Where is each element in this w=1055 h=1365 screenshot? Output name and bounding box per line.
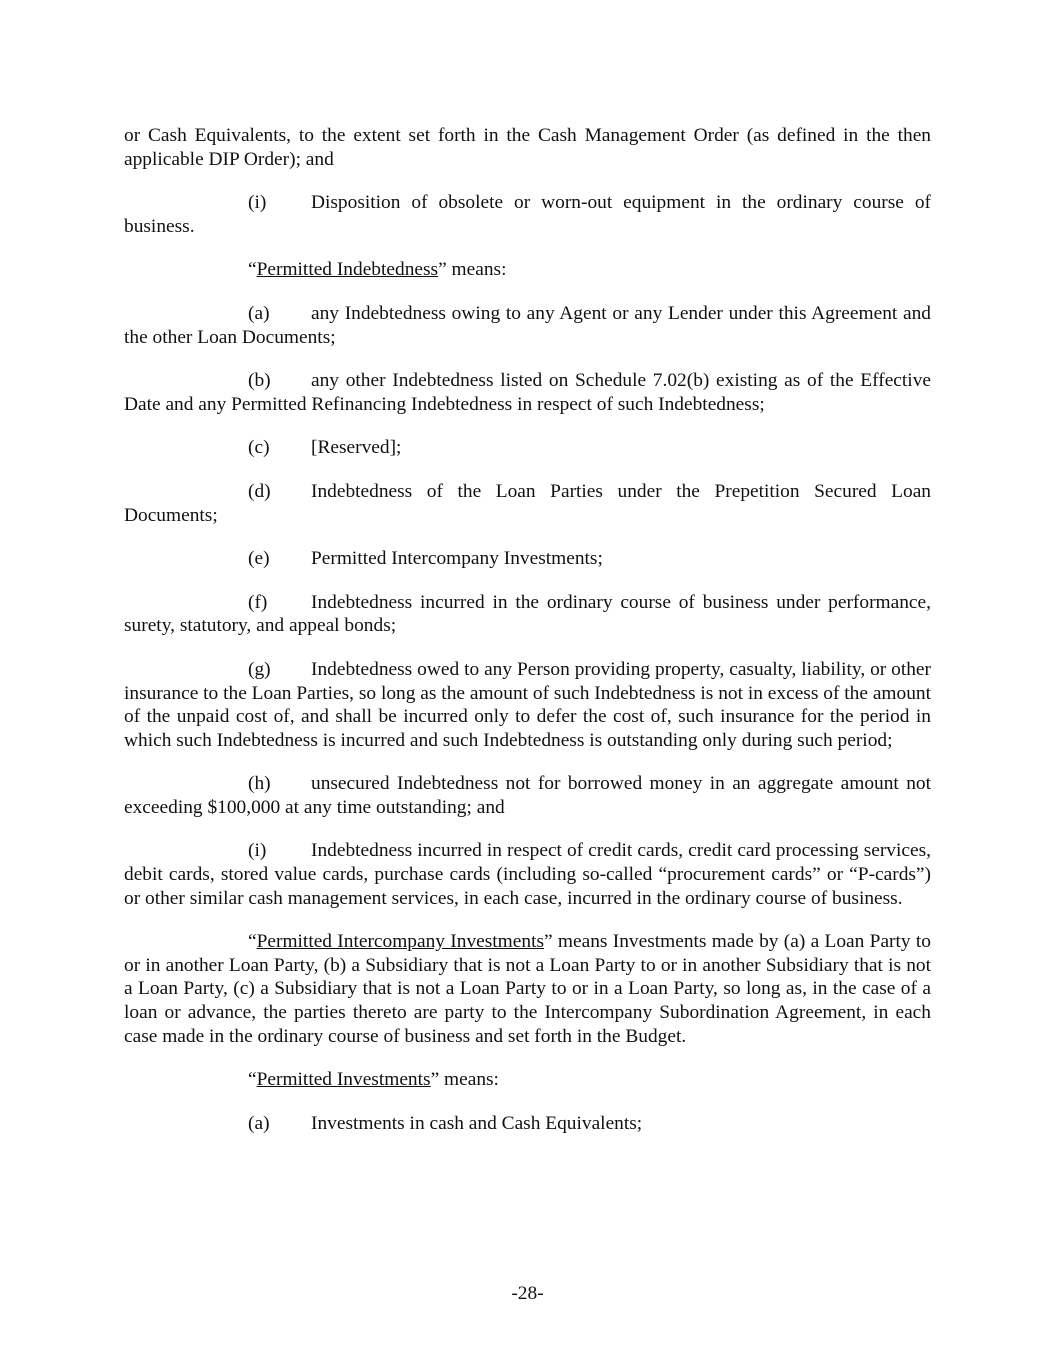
definition-text: means Investments made by (a) a Loan Party to or in another Loan Party, (b) a Subsidiary that is not a Loan Party to or in another Subsidiary that is not a Loan Party, (c) a Subsidiary that is not a Loan Party to or in a Loan Party, so long as, in the case of a loan or advance, the parties thereto are party to the Intercompany Subordination Agreement, in each case made in the ordinary course of business and set forth in the Budget. <box>124 931 931 1047</box>
definition-permitted-indebtedness: “Permitted Indebtedness” means: <box>248 259 507 281</box>
definition-text: means: <box>439 1069 499 1091</box>
list-item-b <box>124 369 931 416</box>
defined-term: Permitted Investments <box>256 1069 431 1091</box>
item-label: (i) <box>248 192 267 214</box>
list-item-c <box>124 436 931 460</box>
item-label: (c) <box>248 437 270 459</box>
list-item-a-investments <box>124 1112 931 1136</box>
continuation-paragraph <box>124 124 931 171</box>
list-item-a <box>124 302 931 349</box>
item-label: (d) <box>248 480 271 502</box>
item-label: (b) <box>248 370 271 392</box>
item-text: any other Indebtedness listed on Schedule 7.02(b) existing as of the Effective Date and any Permitted Refinancing Indebtedness in respect of such Indebtedness; <box>124 370 931 415</box>
item-text: Indebtedness incurred in the ordinary course of business under performance, surety, statutory, and appeal bonds; <box>124 591 931 637</box>
item-label: (g) <box>248 658 271 680</box>
list-item-h <box>124 772 931 819</box>
item-text: unsecured Indebtedness not for borrowed money in an aggregate amount not exceeding $100,000 at any time outstanding; and <box>124 773 931 818</box>
item-text: [Reserved]; <box>311 437 402 459</box>
item-label: (a) <box>248 1112 270 1134</box>
item-label: (a) <box>248 302 270 324</box>
list-item-f <box>124 591 931 638</box>
definition-permitted-intercompany-investments: “Permitted Intercompany Investments” means Investments made by (a) a Loan Party to or in another Loan Party, (b) a Subsidiary that is not a Loan Party to or in another Subsidiary that is not a Loan Party, (c) a Subsidiary that is not a Loan Party to or in a Loan Party, so long as, in the case of a loan or advance, the parties thereto are party to the Intercompany Subordination Agreement, in each case made in the ordinary course of business and set forth in the Budget. <box>124 931 931 1047</box>
defined-term: Permitted Intercompany Investments <box>256 931 545 953</box>
list-item-d <box>124 480 931 527</box>
definition-text: means: <box>446 259 507 281</box>
item-text: Investments in cash and Cash Equivalents; <box>311 1112 643 1134</box>
item-text: Permitted Intercompany Investments; <box>311 548 603 570</box>
item-text: any Indebtedness owing to any Agent or any Lender under this Agreement and the other Loan Documents; <box>124 302 931 348</box>
document-body <box>124 124 931 1155</box>
page-number: -28- <box>511 1283 544 1304</box>
list-item-i-disposition <box>124 191 931 238</box>
item-text: Disposition of obsolete or worn-out equipment in the ordinary course of business. <box>124 192 931 237</box>
item-label: (e) <box>248 548 270 570</box>
list-item-g <box>124 658 931 752</box>
defined-term: Permitted Indebtedness <box>256 259 439 281</box>
item-label: (f) <box>248 591 268 613</box>
item-text: Indebtedness owed to any Person providing property, casualty, liability, or other insurance to the Loan Parties, so long as the amount of such Indebtedness is not in excess of the amount of the unpaid cost of, and shall be incurred only to defer the cost of, such insurance for the period in which such Indebtedness is incurred and such Indebtedness is outstanding only during such period; <box>124 658 931 751</box>
item-text: Indebtedness incurred in respect of credit cards, credit card processing services, debit cards, stored value cards, purchase cards (including so-called “procurement cards” or “P-cards”) or other similar cash management services, in each case, incurred in the ordinary course of business. <box>124 840 931 909</box>
list-item-i-credit-cards <box>124 839 931 910</box>
item-label: (i) <box>248 840 267 862</box>
item-label: (h) <box>248 773 271 795</box>
definition-permitted-investments: “Permitted Investments” means: <box>248 1069 499 1091</box>
list-item-e <box>124 547 931 571</box>
paragraph-text: or Cash Equivalents, to the extent set forth in the Cash Management Order (as defined in the then applicable DIP Order); and <box>124 125 931 170</box>
item-text: Indebtedness of the Loan Parties under the Prepetition Secured Loan Documents; <box>124 480 931 526</box>
